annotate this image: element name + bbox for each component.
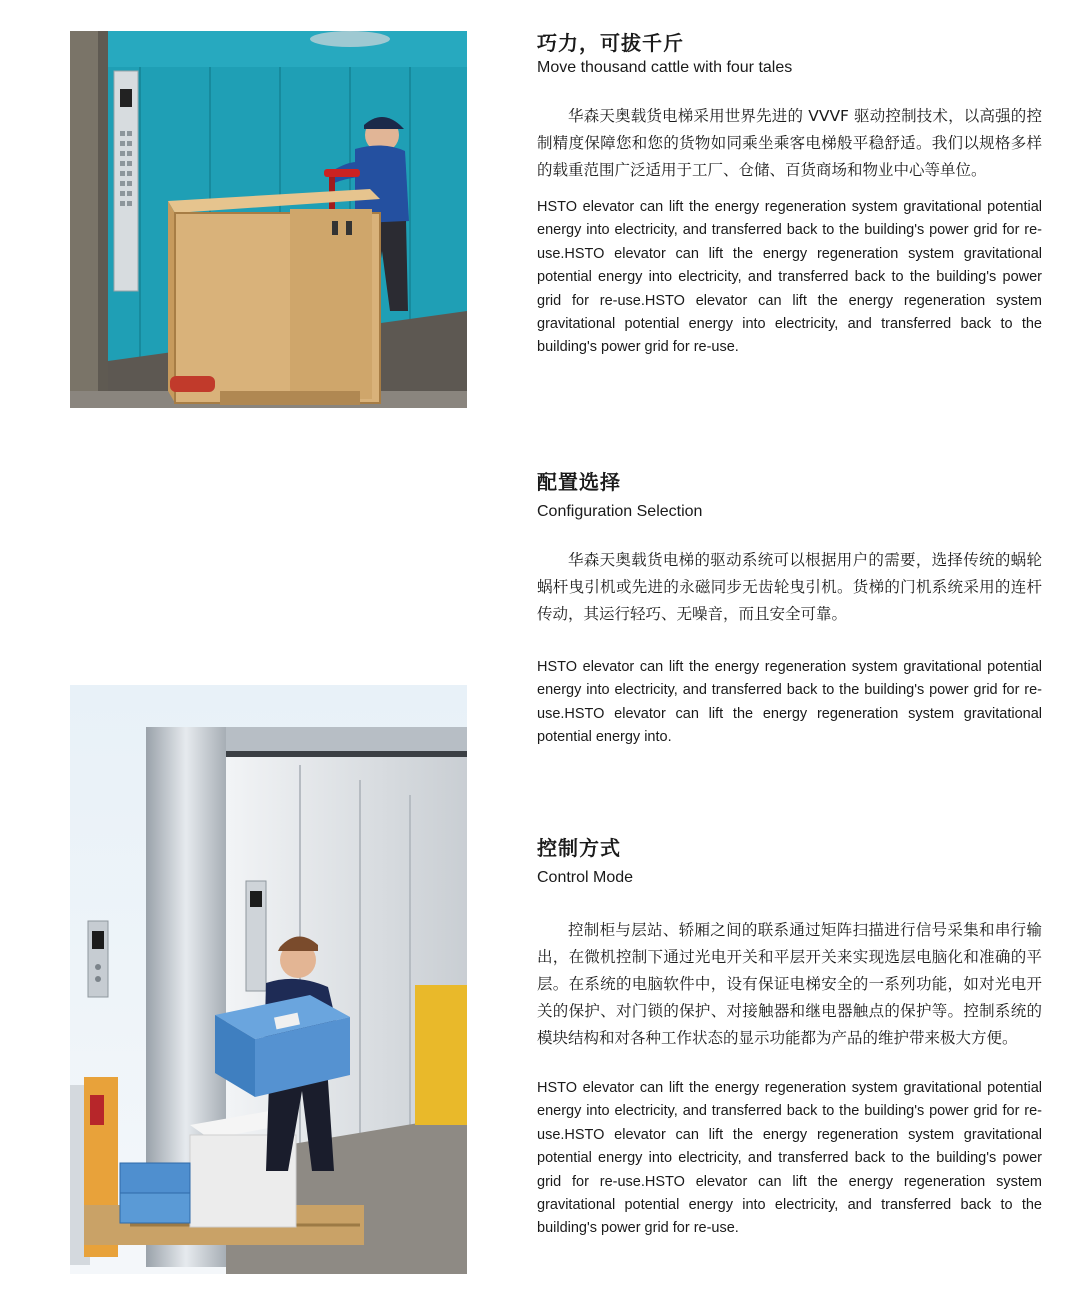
boxes-photo-illustration <box>70 685 467 1274</box>
section-body-en: HSTO elevator can lift the energy regeneration system gravitational potential energy into electricity, and transferred back to the building's power grid for re-use.HSTO elevator can lift the energy regeneration system gravitational potential energy into. <box>537 659 1042 746</box>
section-title-zh: 配置选择 <box>537 470 621 494</box>
section-body-en: HSTO elevator can lift the energy regeneration system gravitational potential energy into electricity, and transferred back to the building's power grid for re-use.HSTO elevator can lift the energy regeneration system gravitational potential energy into electricity, and transferred back to the building's power grid for re-use.HSTO elevator can lift the energy regeneration system gravitational potential energy into electricity, and transferred back to the building's power grid for re-use. <box>537 199 1042 356</box>
freight-elevator-crate-photo <box>70 31 467 408</box>
section-title-zh: 控制方式 <box>537 836 621 860</box>
section-body-zh: 华森天奥载货电梯的驱动系统可以根据用户的需要，选择传统的蜗轮蜗杆曳引机或先进的永磁同步无齿轮曳引机。货梯的门机系统采用的连杆传动，其运行轻巧、无噪音，而且安全可靠。 <box>537 551 1042 623</box>
freight-elevator-boxes-photo <box>70 685 467 1274</box>
section-title-en: Configuration Selection <box>537 503 703 520</box>
section-title-zh: 巧力，可拔千斤 <box>537 31 684 55</box>
section-body-en: HSTO elevator can lift the energy regeneration system gravitational potential energy into electricity, and transferred back to the building's power grid for re-use.HSTO elevator can lift the energy regeneration system gravitational potential energy into electricity, and transferred back to the building's power grid for re-use.HSTO elevator can lift the energy regeneration system gravitational potential energy into electricity, and transferred back to the building's power grid for re-use. <box>537 1080 1042 1237</box>
section-title-en: Control Mode <box>537 869 634 886</box>
section-body-zh: 华森天奥载货电梯采用世界先进的 VVVF 驱动控制技术，以高强的控制精度保障您和您的货物如同乘坐乘客电梯般平稳舒适。我们以规格多样的载重范围广泛适用于工厂、仓储、百货商场和物业中心等单位。 <box>537 107 1042 179</box>
section-strength <box>537 30 1042 360</box>
crate-photo-illustration <box>70 31 467 408</box>
section-body-zh: 控制柜与层站、轿厢之间的联系通过矩阵扫描进行信号采集和串行输出，在微机控制下通过光电开关和平层开关来实现选层电脑化和准确的平层。在系统的电脑软件中，设有保证电梯安全的一系列功能，如对光电开关的保护、对门锁的保护、对接触器和继电器触点的保护等。控制系统的模块结构和对各种工作状态的显示功能都为产品的维护带来极大方便。 <box>537 921 1042 1047</box>
section-title-en: Move thousand cattle with four tales <box>537 59 793 76</box>
section-control-mode <box>537 835 1042 1241</box>
section-configuration <box>537 469 1042 750</box>
